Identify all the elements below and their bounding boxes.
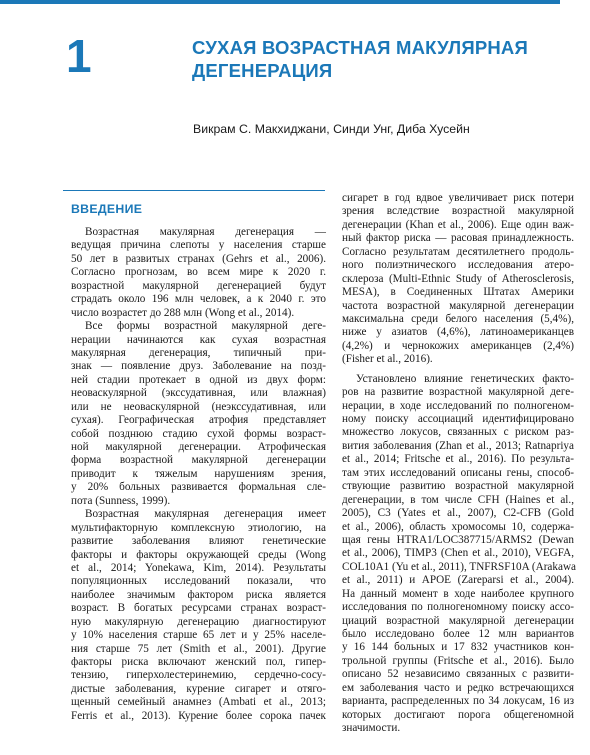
text-line: et al., 2014; Yonekawa, Kim, 2014). Результаты [71,561,326,574]
text-line: описано 52 независимо связанных с развити- [342,668,574,681]
text-line: частота возрастной макулярной дегенерации [342,299,574,312]
text-line: дегенерации (Khan et al., 2006). Еще один важ- [342,218,574,231]
text-line: страдать около 196 млн человек, а к 2040 г. это [71,293,326,306]
text-line: знак — появление друз. Заболевание на позд- [71,360,326,373]
text-line: ров на развитие возрастной макулярной деге- [342,386,574,399]
text-line: циаций возрастной макулярной дегенерации [342,614,574,627]
section-divider [63,190,325,191]
text-line: ствующие развитию возрастной макулярной [342,480,574,493]
text-line: Согласно результатам десятилетнего продоль- [342,245,574,258]
text-line: было исследовано более 12 млн вариантов [342,628,574,640]
text-line: у 16 144 больных и 17 832 участников кон- [342,641,574,654]
text-line: ную макулярную дегенерацию диагностируют [71,615,326,628]
chapter-title [192,36,572,82]
text-line: дегенерации, в том числе CFH (Haines et al., [342,493,574,506]
text-line: вития заболевания (Zhan et al., 2013; Ratnapriya [342,439,574,452]
text-line: На данный момент в ходе наиболее крупного [342,587,574,600]
text-line: MESA), в Соединенных Штатах Америки [342,286,574,299]
text-line: значимости. [342,722,401,735]
text-line: факторы и факторы окружающей среды (Wong [71,548,326,561]
text-line: et al., 2011) и APOE (Zareparsi et al., 2004). [342,574,574,587]
text-line: которых достигают порога общегеномной [342,708,574,721]
text-line: et al., 2006), TIMP3 (Chen et al., 2010), VEGFA, [342,547,574,560]
text-line: (4,2%) и чернокожих американцев (2,4%) [342,339,574,352]
text-line: склероза (Multi-Ethnic Study of Atherosclerosis, [342,272,574,285]
text-line: приводит к тяжелым нарушениям зрения, [71,467,326,480]
text-line: Все формы возрастной макулярной деге- [85,320,326,333]
text-line: ного полиэтнического исследования атеро- [342,259,574,272]
text-line: мультифакторную комплексную этиологию, на [71,521,326,534]
text-line: ем заболевания часто и редко встречающихся [342,681,574,694]
text-line: Установлено влияние генетических факто- [356,372,574,385]
text-line: сигарет в год вдвое увеличивает риск потери [342,192,574,204]
text-line: ниже у азиатов (4,6%), латиноамериканцев [342,326,574,339]
text-line: трольной группы (Fritsche et al., 2016). Было [342,654,574,667]
text-line: Согласно прогнозам, во всем мире к 2020 г. [71,266,326,279]
text-line: сухая). Географическая атрофия представляет [71,414,326,427]
text-line: макулярная дегенерация, типичный при- [71,346,326,359]
text-line: варианта, распределенных по 34 локусам, 16 из [342,695,574,708]
text-line: развитие заболевания влияют генетические [71,535,326,548]
text-line: пота (Sunness, 1999). [71,494,171,507]
text-line: Возрастная макулярная дегенерация — [85,226,326,238]
left-text-column [71,226,326,723]
chapter-number: 1 [66,30,92,82]
text-line: et al., 2014; Fritsche et al., 2016). По результа- [342,453,574,466]
text-line: Возрастная макулярная дегенерация имеет [85,508,326,521]
text-line: у 20% больных развивается формальная сле- [71,481,326,494]
text-line: ной макулярной дегенерации. Атрофическая [71,441,326,453]
text-line: дистые заболевания, курение сигарет и отяго- [71,682,326,695]
chapter-authors: Викрам С. Макхиджани, Синди Унг, Диба Хусейн [193,122,470,136]
text-line: множество локусов, связанных с риском раз- [342,426,574,439]
text-line: (Fisher et al., 2016). [342,353,433,366]
text-line: щенный семейный анамнез (Ambati et al., 2013; [71,696,326,709]
section-heading: ВВЕДЕНИЕ [71,202,143,216]
text-line: популяционных исследований показали, что [71,575,326,588]
text-line: возраст. В богатых ресурсами странах возраст- [71,602,326,615]
right-text-column [342,192,574,736]
text-line: COL10A1 (Yu et al., 2011), TNFRSF10A (Arakawa [342,560,576,573]
text-line: Ferris et al., 2013). Курение более сорока пачек [71,709,326,722]
chapter-title-line: ДЕГЕНЕРАЦИЯ [192,60,333,81]
chapter-title-line: СУХАЯ ВОЗРАСТНАЯ МАКУЛЯРНАЯ [192,37,528,58]
text-line: максимальна среди белого населения (5,4%), [342,312,574,325]
text-line: исследования по полногеномному поиску ассо- [342,601,574,614]
text-line: ния старше 75 лет (Smith et al., 2001). Другие [71,642,326,655]
text-line: нерации, в ходе исследований по полногеном- [342,399,574,412]
text-line: нерации начинаются как сухая возрастная [71,333,326,346]
text-line: щая гены HTRA1/LOC387715/ARMS2 (Dewan [342,533,574,546]
text-line: у 10% населения старше 65 лет и у 25% населе- [71,629,326,642]
text-line: ному поиску ассоциаций идентифицировано [342,413,574,425]
header-top-rule [0,0,560,4]
text-line: факторы риска включают женский пол, гипер- [71,656,326,668]
text-line: или не неоваскулярной (неэкссудативная, или [71,400,326,413]
text-line: et al., 2006), область хромосомы 10, содержа- [342,520,574,533]
text-line: неоваскулярной (экссудативная, или влажная) [71,387,326,400]
text-line: 50 лет в развитых странах (Gehrs et al., 2006). [71,252,326,265]
text-line: число возрастет до 288 млн (Wong et al., 2014). [71,306,295,319]
text-line: зрения вследствие возрастной макулярной [342,205,574,218]
text-line: ведущая причина слепоты у населения старше [71,239,326,252]
text-line: возрастной макулярной дегенерацией будут [71,279,326,292]
text-line: форма возрастной макулярной дегенерации [71,454,326,467]
text-line: ней стадии протекает в одной из двух форм: [71,373,326,386]
text-line: собой позднюю стадию сухой формы возраст- [71,427,326,440]
text-line: там этих исследований описаны гены, способ- [342,466,574,479]
text-line: тензию, гиперхолестеринемию, сердечно-сосу- [71,669,326,682]
text-line: наиболее значимым фактором риска является [71,588,326,601]
text-line: 2005), C3 (Yates et al., 2007), C2-CFB (Gold [342,507,574,520]
text-line: ный фактор риска — расовая принадлежность. [342,232,574,245]
